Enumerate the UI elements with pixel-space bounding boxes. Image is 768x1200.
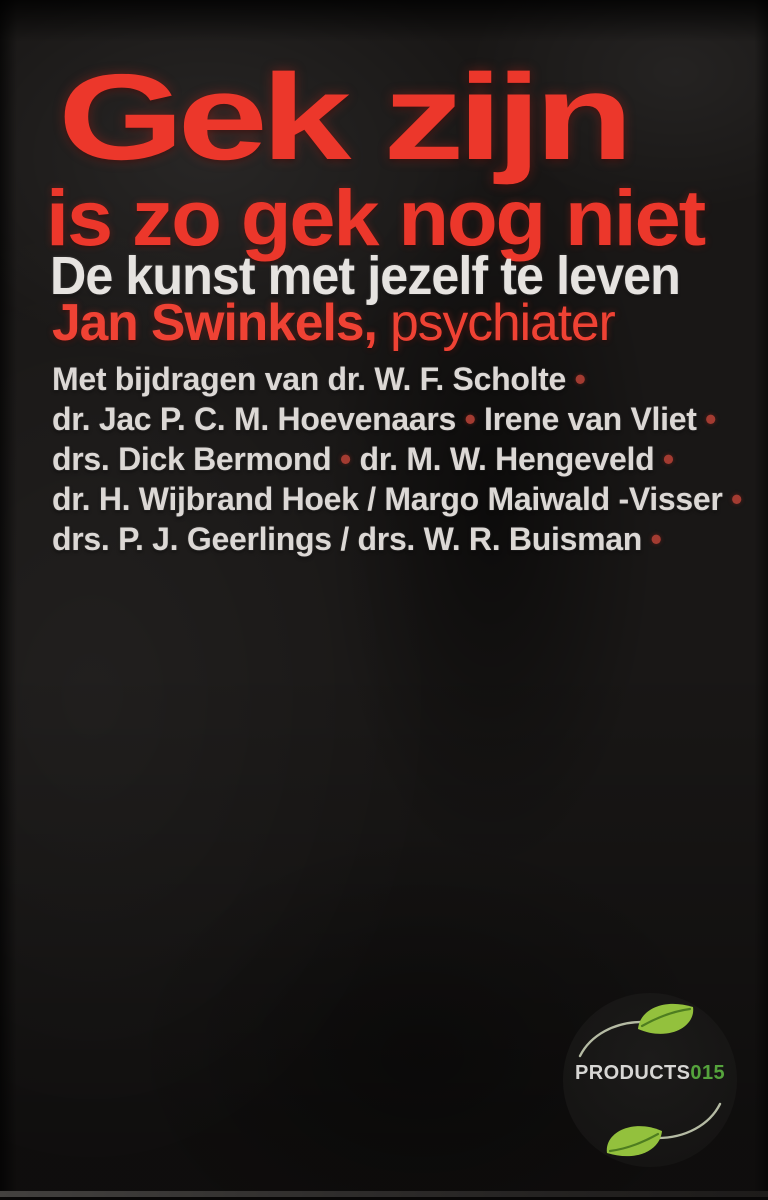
book-title-line1: Gek zijn <box>58 49 627 185</box>
author-line <box>52 294 615 352</box>
contributor-line: dr. Jac P. C. M. Hoevenaars • Irene van Vliet • <box>52 401 717 437</box>
author-role: psychiater <box>376 294 615 352</box>
watermark-brand-suffix: 015 <box>690 1062 725 1084</box>
book-subtitle: De kunst met jezelf te leven <box>50 246 680 306</box>
book-title-line2: is zo gek nog niet <box>46 173 705 262</box>
author-name: Jan Swinkels, <box>52 294 377 352</box>
watermark-brand-name: PRODUCTS <box>574 1062 691 1084</box>
contributor-line: Met bijdragen van dr. W. F. Scholte • <box>52 361 586 397</box>
contributor-line: dr. H. Wijbrand Hoek / Margo Maiwald -Visser • <box>52 481 743 517</box>
products015-watermark-logo <box>562 992 738 1168</box>
contributor-line: drs. Dick Bermond • dr. M. W. Hengeveld • <box>52 441 674 477</box>
table-edge-strip <box>0 1191 768 1200</box>
contributor-line: drs. P. J. Geerlings / drs. W. R. Buisman • <box>52 521 662 557</box>
contributors-block <box>52 359 742 559</box>
watermark-brand-text <box>562 1062 738 1085</box>
